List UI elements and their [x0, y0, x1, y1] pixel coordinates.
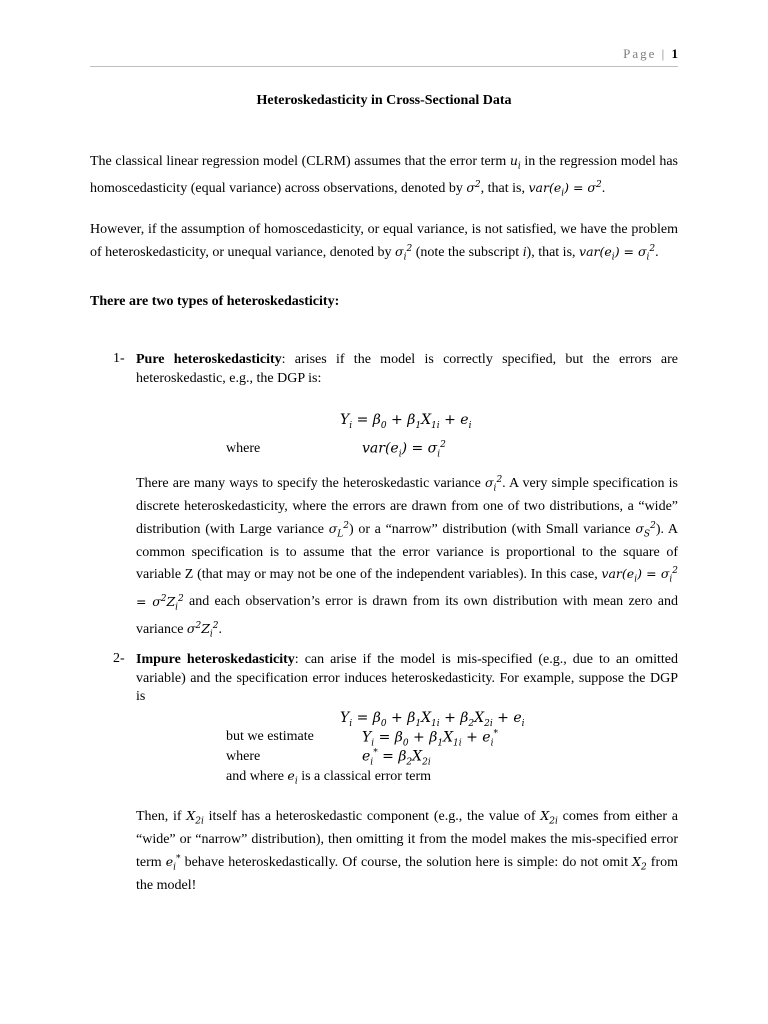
- para-text: ) or a “narrow” distribution (with Small variance: [348, 521, 636, 537]
- para-text-italic: i: [522, 244, 527, 260]
- term-bold: Pure heteroskedasticity: [136, 352, 282, 367]
- math-sigma-i-sq: $\sigma_i^2$: [485, 475, 503, 494]
- math-var-eq-i: $var(e_i) = \sigma_i^2$: [579, 243, 656, 263]
- para-text: .: [601, 181, 606, 197]
- para-text: comes from either a “wide” or “narrow” distribution), then omitting it from the model makes the mis-specified error term: [136, 809, 678, 870]
- and-where-line: [226, 768, 431, 787]
- para-text: and each observation’s error is drawn from its own distribution with mean zero and variance: [136, 594, 678, 637]
- paragraph-clrm: [90, 152, 678, 203]
- where-label: where: [226, 441, 261, 456]
- math-var-z: $var(e_i) = \sigma_i^2 = \sigma^2Z_i^2$: [136, 566, 678, 613]
- math-sigma-sq: $\sigma^2$: [466, 180, 481, 196]
- item1-body: [136, 471, 678, 644]
- para-text: : arises if the model is correctly specified, but the errors are heteroskedastic, e.g., the DGP is:: [136, 352, 678, 386]
- para-text: (note the subscript: [412, 244, 523, 260]
- math-sigma-i-sq: $\sigma_i^2$: [395, 243, 413, 263]
- para-text: ), that is,: [526, 244, 576, 260]
- para-text: ). A common specification is to assume that the error variance is proportional to the square of variable Z (that may or may not be one of the independent variables). In this case,: [136, 521, 679, 583]
- page-header: [90, 46, 678, 62]
- document-title: Heteroskedasticity in Cross-Sectional Data: [256, 93, 512, 108]
- para-text: in the regression model has homoscedasticity (equal variance) across observations, denoted by: [90, 154, 679, 197]
- term-bold: Impure heteroskedasticity: [136, 652, 295, 667]
- para-text: There are many ways to specify the heteroskedastic variance: [136, 476, 485, 492]
- math-x2: $X_2$: [632, 853, 647, 873]
- page-label: Page |: [623, 46, 667, 61]
- equation-dgp-pure: $Y_i = \beta_0 + \beta_1X_{1i} + e_i$: [340, 412, 472, 431]
- para-text: However, if the assumption of homoscedasticity, or equal variance, is not satisfied, we have the problem of heteroskedasticity, or unequal variance, denoted by: [90, 222, 678, 260]
- paragraph-hetero-def: [90, 221, 678, 267]
- math-u-i: $u_i$: [509, 153, 521, 172]
- equation-var-pure: $var(e_i) = \sigma_i^2$: [362, 440, 446, 460]
- header-divider: [90, 66, 678, 67]
- equation-e-star: $e_i^* = \beta_2X_{2i}$: [362, 748, 431, 768]
- item2-body: [136, 807, 678, 895]
- math-e-i-star: $e_i^*$: [165, 853, 181, 873]
- para-text: Then, if: [136, 809, 187, 824]
- but-we-estimate-label: but we estimate: [226, 729, 314, 744]
- equation-dgp-impure: $Y_i = \beta_0 + \beta_1X_{1i} + \beta_2X_{2i} + e_i$: [340, 710, 525, 729]
- para-text: : can arise if the model is mis-specified (e.g., due to an omitted variable) and the specification error induces heteroskedasticity. For example, suppose the DGP is: [136, 652, 678, 704]
- para-text: from the model!: [136, 854, 678, 893]
- para-text: . A very simple specification is discrete heteroskedasticity, where the errors are drawn from one of two distributions, a “wide” distribution (with Large variance: [136, 476, 679, 537]
- math-sigma-L-sq: $\sigma_L^2$: [328, 520, 349, 540]
- math-x2i: $X_{2i}$: [186, 808, 204, 827]
- list-number: 2-: [113, 651, 125, 666]
- para-text: itself has a heteroskedastic component (e.g., the value of: [203, 809, 541, 824]
- para-text: , that is,: [480, 181, 525, 197]
- math-x2i: $X_{2i}$: [540, 808, 558, 827]
- para-text: .: [218, 621, 223, 637]
- item2-intro: [136, 651, 678, 707]
- list-number: 1-: [113, 351, 125, 366]
- para-text: The classical linear regression model (CLRM) assumes that the error term: [90, 154, 510, 169]
- math-sigma-z-sq: $\sigma^2Z_i^2$: [186, 620, 219, 640]
- math-e-i: $e_i$: [287, 768, 298, 787]
- page-number: 1: [671, 46, 678, 61]
- item1-intro: [136, 351, 678, 388]
- para-text: .: [655, 244, 659, 260]
- para-text: is a classical error term: [297, 769, 432, 784]
- math-sigma-S-sq: $\sigma_S^2$: [635, 520, 656, 540]
- types-heading: There are two types of heteroskedasticity:: [90, 294, 340, 309]
- para-text: behave heteroskedastically. Of course, the solution here is simple: do not omit: [180, 854, 633, 870]
- math-var-eq: $var(e_i) = \sigma^2$: [528, 180, 602, 199]
- where-label: where: [226, 749, 261, 764]
- para-text: and where: [226, 769, 288, 784]
- equation-estimated: $Y_i = \beta_0 + \beta_1X_{1i} + e_i^*$: [362, 729, 498, 749]
